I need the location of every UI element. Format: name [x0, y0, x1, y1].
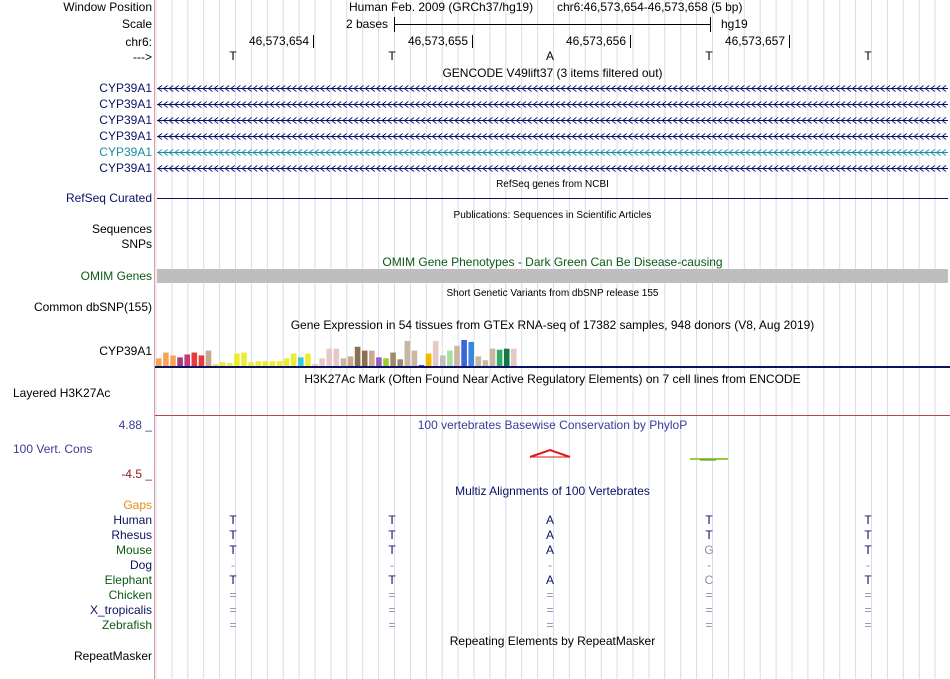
repeatmasker-title[interactable]: Repeating Elements by RepeatMasker: [449, 634, 656, 648]
ruler-coord: 46,573,657: [724, 34, 785, 48]
gtex-bar[interactable]: [454, 346, 460, 367]
refseq-label[interactable]: RefSeq Curated: [65, 191, 152, 205]
assembly-title[interactable]: Human Feb. 2009 (GRCh37/hg19): [349, 0, 534, 14]
omim-title[interactable]: OMIM Gene Phenotypes - Dark Green Can Be Disease-causing: [382, 255, 723, 269]
multiz-title[interactable]: Multiz Alignments of 100 Vertebrates: [455, 484, 650, 498]
ruler-base: T: [229, 49, 237, 63]
gtex-bar[interactable]: [362, 351, 368, 367]
alignment-base: =: [864, 618, 872, 632]
gtex-bar[interactable]: [447, 351, 453, 367]
dbsnp-title[interactable]: Short Genetic Variants from dbSNP release 155: [446, 288, 659, 299]
scale-bar: [394, 24, 710, 25]
alignment-base: =: [864, 603, 872, 617]
alignment-base: A: [545, 573, 554, 587]
gtex-bar[interactable]: [369, 351, 375, 367]
species-label[interactable]: Zebrafish: [101, 618, 152, 632]
gencode-gene-label[interactable]: CYP39A1: [99, 129, 152, 143]
alignment-base: A: [545, 543, 554, 557]
alignment-base: T: [864, 528, 872, 542]
alignment-base: -: [548, 558, 552, 572]
alignment-base: T: [229, 543, 237, 557]
gtex-gene-label[interactable]: CYP39A1: [99, 344, 152, 358]
omim-label[interactable]: OMIM Genes: [80, 269, 152, 283]
alignment-base: T: [864, 573, 872, 587]
species-label[interactable]: Human: [113, 513, 152, 527]
alignment-base: G: [704, 543, 714, 557]
ruler-base: T: [705, 49, 713, 63]
ruler-base: T: [388, 49, 396, 63]
gtex-bar[interactable]: [163, 353, 169, 367]
gtex-bar-chart[interactable]: [155, 330, 555, 370]
alignment-base: =: [705, 588, 713, 602]
scale-bar-left-tick: [394, 17, 395, 32]
phylop-min: -4.5 _: [121, 467, 152, 481]
snps-label[interactable]: SNPs: [121, 237, 152, 251]
alignment-base: T: [388, 528, 396, 542]
species-label[interactable]: X_tropicalis: [89, 603, 152, 617]
gtex-bar[interactable]: [192, 353, 198, 367]
species-label[interactable]: Mouse: [115, 543, 152, 557]
gtex-bar[interactable]: [206, 351, 212, 367]
scale-bar-right-tick: [710, 17, 711, 32]
alignment-base: T: [229, 573, 237, 587]
gencode-gene-model[interactable]: [157, 97, 948, 112]
ruler-tick: [789, 35, 790, 48]
refseq-line[interactable]: [157, 198, 948, 199]
alignment-base: T: [388, 543, 396, 557]
gtex-bar[interactable]: [497, 350, 503, 367]
gencode-gene-label[interactable]: CYP39A1: [99, 161, 152, 175]
gtex-bar[interactable]: [305, 354, 311, 368]
window-position-label: Window Position: [63, 0, 152, 14]
gtex-bar[interactable]: [291, 354, 297, 368]
alignment-base: -: [390, 558, 394, 572]
ruler-tick: [472, 35, 473, 48]
alignment-base: =: [546, 618, 554, 632]
gtex-title[interactable]: Gene Expression in 54 tissues from GTEx RNA-seq of 17382 samples, 948 donors (V8, Aug 2019): [290, 318, 815, 332]
strand-label: --->: [133, 50, 152, 64]
phylop-title[interactable]: 100 vertebrates Basewise Conservation by PhyloP: [417, 418, 688, 432]
gtex-bar[interactable]: [355, 347, 361, 367]
alignment-base: T: [864, 513, 872, 527]
alignment-base: =: [546, 603, 554, 617]
sequences-label[interactable]: Sequences: [91, 222, 152, 236]
phylop-label[interactable]: 100 Vert. Cons: [13, 442, 93, 456]
alignment-base: T: [388, 573, 396, 587]
alignment-base: =: [864, 588, 872, 602]
gtex-bar[interactable]: [433, 341, 439, 367]
alignment-base: T: [864, 543, 872, 557]
publications-title[interactable]: Publications: Sequences in Scientific Articles: [453, 210, 652, 221]
alignment-base: A: [545, 513, 554, 527]
ruler-tick: [630, 35, 631, 48]
species-label[interactable]: Rhesus: [111, 528, 152, 542]
gencode-gene-label[interactable]: CYP39A1: [99, 97, 152, 111]
alignment-base: -: [231, 558, 235, 572]
ruler-coord: 46,573,655: [407, 34, 468, 48]
gencode-gene-model[interactable]: [157, 161, 948, 176]
h3k27ac-title[interactable]: H3K27Ac Mark (Often Found Near Active Regulatory Elements) on 7 cell lines from ENCODE: [304, 372, 801, 386]
refseq-title[interactable]: RefSeq genes from NCBI: [496, 179, 609, 190]
alignment-base: -: [707, 558, 711, 572]
alignment-base: T: [388, 513, 396, 527]
alignment-base: =: [388, 603, 396, 617]
gtex-bar[interactable]: [334, 349, 340, 367]
gtex-bar[interactable]: [390, 353, 396, 367]
gencode-gene-label[interactable]: CYP39A1: [99, 145, 152, 159]
gencode-gene-model[interactable]: [157, 81, 948, 96]
omim-bar[interactable]: [157, 269, 948, 283]
gencode-gene-label[interactable]: CYP39A1: [99, 81, 152, 95]
gtex-bar[interactable]: [426, 354, 432, 368]
phylop-signal: [520, 448, 740, 464]
repeatmasker-label[interactable]: RepeatMasker: [73, 649, 152, 663]
species-label[interactable]: Chicken: [108, 588, 152, 602]
alignment-base: =: [229, 603, 237, 617]
alignment-base: =: [229, 618, 237, 632]
gencode-gene-model[interactable]: [157, 145, 948, 160]
alignment-base: T: [229, 513, 237, 527]
gtex-bar[interactable]: [461, 340, 467, 367]
gencode-gene-label[interactable]: CYP39A1: [99, 113, 152, 127]
alignment-base: =: [229, 588, 237, 602]
alignment-base: =: [546, 588, 554, 602]
gtex-bar[interactable]: [468, 342, 474, 367]
scale-text: 2 bases: [346, 17, 389, 31]
phylop-max: 4.88 _: [118, 418, 152, 432]
alignment-base: =: [705, 618, 713, 632]
gencode-gene-model[interactable]: [157, 113, 948, 128]
gencode-title[interactable]: GENCODE V49lift37 (3 items filtered out): [442, 66, 663, 80]
ruler-base: A: [545, 49, 554, 63]
dbsnp-label[interactable]: Common dbSNP(155): [33, 300, 152, 314]
ruler-base: T: [864, 49, 872, 63]
gtex-bar[interactable]: [326, 349, 332, 367]
alignment-base: T: [705, 528, 713, 542]
alignment-base: -: [866, 558, 870, 572]
ruler-coord: 46,573,654: [248, 34, 309, 48]
species-label[interactable]: Elephant: [104, 573, 152, 587]
db-label: hg19: [721, 17, 748, 31]
ruler-coord: 46,573,656: [565, 34, 626, 48]
h3k27ac-baseline: [155, 415, 950, 416]
gtex-bar[interactable]: [511, 349, 517, 367]
gtex-gene-line[interactable]: [155, 366, 950, 368]
position-title[interactable]: chr6:46,573,654-46,573,658 (5 bp): [557, 0, 743, 14]
gtex-bar[interactable]: [412, 351, 418, 367]
alignment-base: T: [705, 513, 713, 527]
alignment-base: =: [388, 618, 396, 632]
gtex-bar[interactable]: [405, 341, 411, 367]
h3k27ac-label[interactable]: Layered H3K27Ac: [13, 386, 111, 400]
gencode-gene-model[interactable]: [157, 129, 948, 144]
alignment-base: C: [704, 573, 714, 587]
gtex-bar[interactable]: [234, 354, 240, 368]
species-label[interactable]: Dog: [129, 558, 152, 572]
alignment-base: A: [545, 528, 554, 542]
scale-label: Scale: [121, 17, 152, 31]
alignment-base: =: [388, 588, 396, 602]
alignment-base: T: [229, 528, 237, 542]
gtex-bar[interactable]: [241, 353, 247, 367]
ruler-tick: [313, 35, 314, 48]
chrom-label: chr6:: [125, 35, 152, 49]
alignment-base: =: [705, 603, 713, 617]
gtex-bar[interactable]: [490, 349, 496, 367]
gtex-bar[interactable]: [504, 349, 510, 367]
gaps-label[interactable]: Gaps: [123, 498, 152, 512]
